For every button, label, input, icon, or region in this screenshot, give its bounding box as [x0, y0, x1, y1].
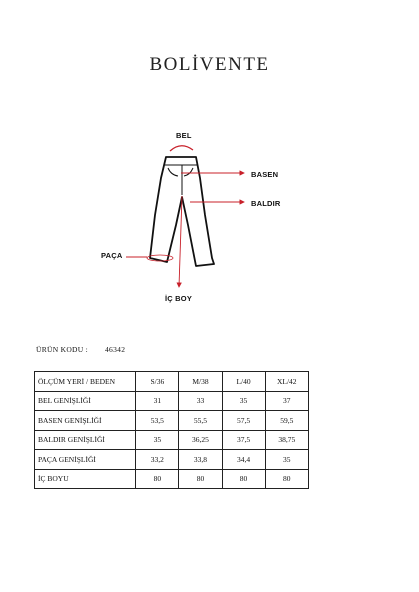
table-cell: 35 — [136, 430, 179, 450]
table-header-row — [35, 372, 309, 392]
table-cell: 33,2 — [136, 450, 179, 470]
table-cell: 80 — [265, 469, 308, 489]
size-table — [34, 371, 309, 489]
table-cell: 35 — [265, 450, 308, 470]
table-cell: 36,25 — [179, 430, 222, 450]
table-cell: 37,5 — [222, 430, 265, 450]
table-cell: BALDIR GENİŞLİĞİ — [35, 430, 136, 450]
table-cell: 53,5 — [136, 411, 179, 431]
table-row — [35, 391, 309, 411]
header-cell: S/36 — [136, 372, 179, 392]
table-cell: 80 — [136, 469, 179, 489]
table-row — [35, 430, 309, 450]
header-cell: XL/42 — [265, 372, 308, 392]
product-code-value: 46342 — [105, 345, 126, 354]
label-basen: BASEN — [251, 170, 279, 179]
table-cell: BASEN GENİŞLİĞİ — [35, 411, 136, 431]
label-bel: BEL — [176, 131, 192, 140]
table-cell: 59,5 — [265, 411, 308, 431]
table-cell: 80 — [222, 469, 265, 489]
product-code-row — [36, 345, 126, 354]
waist-arrow — [170, 146, 193, 151]
table-row — [35, 469, 309, 489]
brand-logo: BOLİVENTE — [149, 54, 270, 75]
table-cell: İÇ BOYU — [35, 469, 136, 489]
table-cell: 80 — [179, 469, 222, 489]
table-cell: 57,5 — [222, 411, 265, 431]
table-cell: 33,8 — [179, 450, 222, 470]
table-cell: 34,4 — [222, 450, 265, 470]
label-paca: PAÇA — [101, 251, 123, 260]
header-cell: M/38 — [179, 372, 222, 392]
table-cell: PAÇA GENİŞLİĞİ — [35, 450, 136, 470]
table-cell: 31 — [136, 391, 179, 411]
table-cell: 35 — [222, 391, 265, 411]
table-cell: BEL GENİŞLİĞİ — [35, 391, 136, 411]
header-cell: L/40 — [222, 372, 265, 392]
table-cell: 33 — [179, 391, 222, 411]
product-code-label: ÜRÜN KODU : — [36, 345, 89, 354]
table-row — [35, 450, 309, 470]
table-row — [35, 411, 309, 431]
header-cell: ÖLÇÜM YERİ / BEDEN — [35, 372, 136, 392]
table-cell: 38,75 — [265, 430, 308, 450]
label-ic-boy: İÇ BOY — [165, 294, 193, 303]
table-cell: 37 — [265, 391, 308, 411]
label-baldir: BALDIR — [251, 199, 281, 208]
table-cell: 55,5 — [179, 411, 222, 431]
